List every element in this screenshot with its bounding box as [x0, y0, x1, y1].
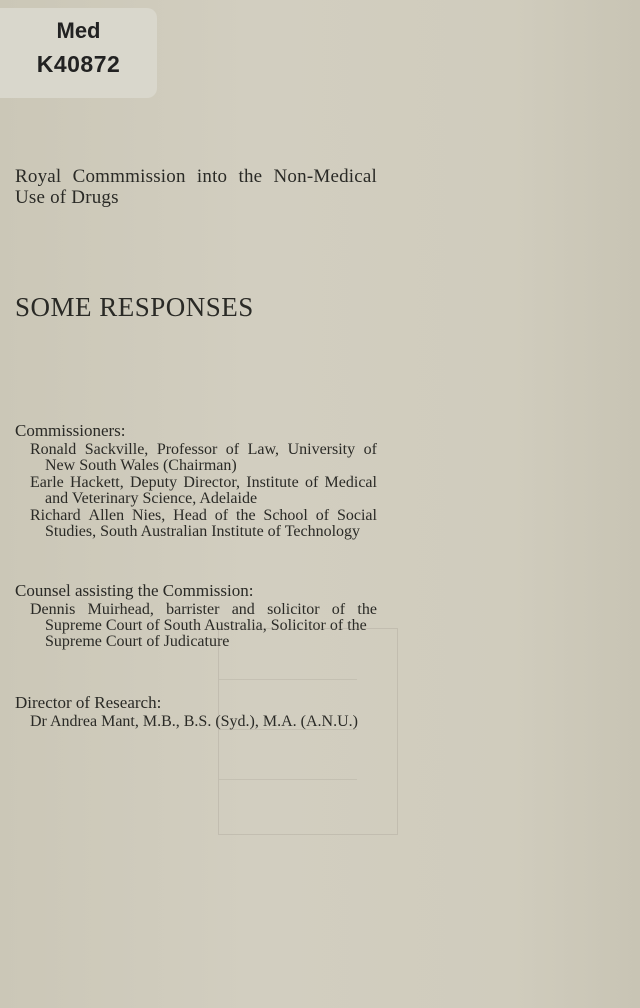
commissioners-section	[15, 422, 377, 541]
entry-word: Head	[173, 507, 207, 524]
commission-word: the	[238, 166, 263, 187]
entry-word: Sackville,	[84, 441, 149, 458]
commissioner-entry	[15, 475, 377, 507]
entry-word: Director,	[183, 474, 241, 491]
stamp-rule	[219, 679, 357, 680]
entry-word: Professor	[156, 441, 218, 458]
entry-word: Ronald	[30, 441, 77, 458]
library-call-number-label	[0, 8, 157, 98]
entry-word: Muirhead,	[87, 601, 154, 618]
entry-line	[30, 602, 377, 618]
entry-word: University	[287, 441, 356, 458]
commissioner-entry	[15, 442, 377, 474]
commission-word: Royal	[15, 166, 62, 187]
entry-line: Studies, South Australian Institute of Technology	[45, 523, 361, 540]
entry-word: the	[236, 507, 256, 524]
entry-line: Supreme Court of South Australia, Solicitor of the	[45, 617, 367, 634]
entry-word: Law,	[247, 441, 280, 458]
faint-show-through-stamp	[218, 628, 398, 835]
entry-word: of	[331, 601, 346, 618]
commissioner-entry	[15, 508, 377, 540]
entry-word: the	[357, 601, 377, 618]
entry-word: of	[214, 507, 229, 524]
stamp-rule	[219, 729, 357, 730]
entry-word: solicitor	[267, 601, 320, 618]
entry-word: and	[231, 601, 255, 618]
commissioners-heading: Commissioners:	[15, 421, 126, 440]
commission-word: Commmission	[72, 166, 186, 187]
director-heading: Director of Research:	[15, 693, 162, 712]
entry-word: of	[304, 474, 319, 491]
entry-line: Supreme Court of Judicature	[45, 633, 230, 650]
entry-word: Medical	[324, 474, 377, 491]
label-call-number: K40872	[36, 51, 121, 77]
entry-word: Allen	[88, 507, 125, 524]
entry-word: Dennis	[30, 601, 76, 618]
commission-word: Non-Medical	[273, 166, 377, 187]
entry-word: Richard	[30, 507, 81, 524]
entry-word: Deputy	[130, 474, 178, 491]
label-collection: Med	[56, 18, 101, 43]
entry-word: Institute	[246, 474, 299, 491]
entry-line: Dr Andrea Mant, M.B., B.S. (Syd.), M.A. (A.N.U.)	[30, 713, 358, 730]
entry-word: barrister	[166, 601, 220, 618]
commission-name-line1	[15, 166, 377, 187]
entry-line	[30, 442, 377, 458]
commission-word: into	[196, 166, 228, 187]
commission-name-line2: Use of Drugs	[15, 187, 119, 208]
entry-word: Nies,	[131, 507, 166, 524]
commission-name	[15, 166, 377, 208]
stamp-rule	[219, 779, 357, 780]
entry-line	[30, 475, 377, 491]
entry-word: Earle	[30, 474, 64, 491]
entry-word: School	[263, 507, 308, 524]
page-title: SOME RESPONSES	[15, 292, 254, 322]
entry-word: of	[315, 507, 330, 524]
entry-word: Social	[336, 507, 377, 524]
entry-word: of	[225, 441, 240, 458]
counsel-heading: Counsel assisting the Commission:	[15, 581, 254, 600]
entry-word: Hackett,	[70, 474, 124, 491]
entry-word: of	[363, 441, 377, 458]
entry-line	[30, 508, 377, 524]
entry-line: and Veterinary Science, Adelaide	[45, 490, 258, 507]
entry-line: New South Wales (Chairman)	[45, 457, 237, 474]
